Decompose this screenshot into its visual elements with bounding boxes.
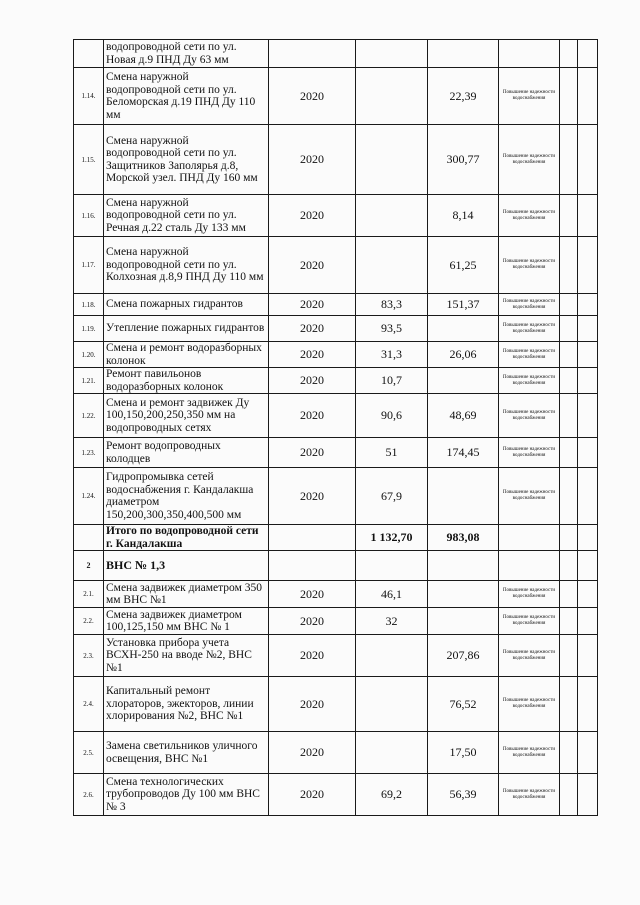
cell-name: Замена светильников уличного освещения, ВНС №1: [104, 732, 269, 774]
cell-year: [269, 525, 356, 551]
cell-year: [269, 40, 356, 68]
cell-v2: 300,77: [428, 125, 499, 195]
cell-v2: 22,39: [428, 68, 499, 125]
cell-year: 2020: [269, 237, 356, 294]
cell-v1: 83,3: [356, 294, 428, 316]
cell-note: Повышение надежности водоснабжения: [499, 468, 560, 525]
cell-name: Смена задвижек диаметром 350 мм ВНС №1: [104, 581, 269, 608]
investment-table: [73, 39, 598, 816]
total-row: [74, 525, 598, 551]
cell-v1: [356, 68, 428, 125]
cell-note: Повышение надежности водоснабжения: [499, 316, 560, 342]
cell-year: [269, 551, 356, 581]
cell-year: 2020: [269, 732, 356, 774]
cell-empty: [560, 125, 578, 195]
cell-empty: [578, 316, 598, 342]
cell-note: Повышение надежности водоснабжения: [499, 237, 560, 294]
cell-num: 2.5.: [74, 732, 104, 774]
cell-year: 2020: [269, 635, 356, 677]
cell-empty: [560, 237, 578, 294]
cell-v1: 46,1: [356, 581, 428, 608]
cell-empty: [560, 581, 578, 608]
cell-note: [499, 40, 560, 68]
cell-note: Повышение надежности водоснабжения: [499, 581, 560, 608]
cell-note: Повышение надежности водоснабжения: [499, 394, 560, 438]
cell-name: водопроводной сети по ул. Новая д.9 ПНД Ду 63 мм: [104, 40, 269, 68]
cell-v2: 207,86: [428, 635, 499, 677]
cell-v2: 48,69: [428, 394, 499, 438]
cell-num: 1.24.: [74, 468, 104, 525]
table-row: [74, 125, 598, 195]
table-row: [74, 40, 598, 68]
cell-num: 2.6.: [74, 774, 104, 816]
table-row: [74, 316, 598, 342]
cell-note: Повышение надежности водоснабжения: [499, 68, 560, 125]
cell-num: 2.1.: [74, 581, 104, 608]
cell-year: 2020: [269, 394, 356, 438]
table-row: [74, 635, 598, 677]
table-row: [74, 732, 598, 774]
cell-v1: 67,9: [356, 468, 428, 525]
cell-name: Итого по водопроводной сети г. Кандалакша: [104, 525, 269, 551]
section-row: [74, 551, 598, 581]
cell-v1: 10,7: [356, 368, 428, 394]
cell-empty: [560, 525, 578, 551]
cell-v2: [428, 581, 499, 608]
table-row: [74, 677, 598, 732]
cell-empty: [578, 368, 598, 394]
cell-note: Повышение надежности водоснабжения: [499, 774, 560, 816]
cell-name: Ремонт водопроводных колодцев: [104, 438, 269, 468]
cell-name: Утепление пожарных гидрантов: [104, 316, 269, 342]
cell-v2: 17,50: [428, 732, 499, 774]
cell-num: 2: [74, 551, 104, 581]
cell-year: 2020: [269, 468, 356, 525]
cell-v2: [428, 551, 499, 581]
cell-v1: 69,2: [356, 774, 428, 816]
cell-v2: 983,08: [428, 525, 499, 551]
cell-empty: [578, 394, 598, 438]
cell-empty: [578, 125, 598, 195]
cell-num: 1.23.: [74, 438, 104, 468]
table-row: [74, 608, 598, 635]
table-row: [74, 581, 598, 608]
cell-v1: [356, 40, 428, 68]
cell-num: 2.3.: [74, 635, 104, 677]
cell-empty: [560, 40, 578, 68]
cell-v1: 51: [356, 438, 428, 468]
cell-num: 1.20.: [74, 342, 104, 368]
cell-note: [499, 525, 560, 551]
cell-empty: [578, 195, 598, 237]
cell-year: 2020: [269, 677, 356, 732]
cell-empty: [560, 608, 578, 635]
cell-name: ВНС № 1,3: [104, 551, 269, 581]
cell-name: Смена наружной водопроводной сети по ул. Речная д.22 сталь Ду 133 мм: [104, 195, 269, 237]
cell-note: Повышение надежности водоснабжения: [499, 195, 560, 237]
cell-name: Смена пожарных гидрантов: [104, 294, 269, 316]
cell-num: 2.2.: [74, 608, 104, 635]
cell-note: Повышение надежности водоснабжения: [499, 125, 560, 195]
cell-num: 1.17.: [74, 237, 104, 294]
cell-v2: 61,25: [428, 237, 499, 294]
cell-year: 2020: [269, 342, 356, 368]
cell-note: Повышение надежности водоснабжения: [499, 677, 560, 732]
table-row: [74, 294, 598, 316]
cell-num: 1.21.: [74, 368, 104, 394]
cell-name: Смена технологических трубопроводов Ду 100 мм ВНС № 3: [104, 774, 269, 816]
cell-name: Смена и ремонт водоразборных колонок: [104, 342, 269, 368]
cell-empty: [560, 342, 578, 368]
cell-empty: [578, 635, 598, 677]
table-row: [74, 394, 598, 438]
cell-v1: [356, 635, 428, 677]
table-row: [74, 342, 598, 368]
cell-empty: [578, 525, 598, 551]
cell-empty: [578, 732, 598, 774]
cell-name: Смена наружной водопроводной сети по ул. Колхозная д.8,9 ПНД Ду 110 мм: [104, 237, 269, 294]
cell-v2: 174,45: [428, 438, 499, 468]
cell-empty: [560, 774, 578, 816]
cell-empty: [560, 438, 578, 468]
cell-num: 1.14.: [74, 68, 104, 125]
cell-name: Смена наружной водопроводной сети по ул. Защитников Заполярья д.8, Морской узел. ПНД Ду 160 мм: [104, 125, 269, 195]
cell-empty: [560, 394, 578, 438]
cell-note: Повышение надежности водоснабжения: [499, 608, 560, 635]
cell-num: 1.15.: [74, 125, 104, 195]
cell-year: 2020: [269, 774, 356, 816]
cell-v2: [428, 40, 499, 68]
cell-empty: [578, 774, 598, 816]
cell-note: Повышение надежности водоснабжения: [499, 294, 560, 316]
cell-empty: [578, 581, 598, 608]
cell-v2: 56,39: [428, 774, 499, 816]
cell-num: 1.22.: [74, 394, 104, 438]
cell-year: 2020: [269, 68, 356, 125]
cell-empty: [578, 294, 598, 316]
cell-year: 2020: [269, 438, 356, 468]
cell-year: 2020: [269, 608, 356, 635]
cell-v1: 1 132,70: [356, 525, 428, 551]
cell-empty: [578, 551, 598, 581]
cell-empty: [560, 368, 578, 394]
cell-v2: 26,06: [428, 342, 499, 368]
cell-v2: 151,37: [428, 294, 499, 316]
cell-note: [499, 551, 560, 581]
cell-name: Смена задвижек диаметром 100,125,150 мм ВНС № 1: [104, 608, 269, 635]
cell-empty: [560, 732, 578, 774]
cell-name: Гидропромывка сетей водоснабжения г. Кандалакша диаметром 150,200,300,350,400,500 мм: [104, 468, 269, 525]
table-row: [74, 195, 598, 237]
table-row: [74, 774, 598, 816]
table-body: [74, 40, 598, 816]
cell-name: Ремонт павильонов водоразборных колонок: [104, 368, 269, 394]
cell-year: 2020: [269, 316, 356, 342]
table-row: [74, 438, 598, 468]
cell-v1: [356, 677, 428, 732]
cell-empty: [578, 40, 598, 68]
cell-empty: [578, 438, 598, 468]
cell-year: 2020: [269, 195, 356, 237]
cell-v2: 8,14: [428, 195, 499, 237]
cell-name: Установка прибора учета ВСХН-250 на вводе №2, ВНС №1: [104, 635, 269, 677]
cell-empty: [560, 195, 578, 237]
table-row: [74, 237, 598, 294]
cell-v1: [356, 195, 428, 237]
table-row: [74, 68, 598, 125]
cell-empty: [578, 342, 598, 368]
cell-empty: [578, 68, 598, 125]
cell-name: Капитальный ремонт хлораторов, эжекторов, линии хлорирования №2, ВНС №1: [104, 677, 269, 732]
cell-v2: [428, 368, 499, 394]
cell-v2: [428, 608, 499, 635]
cell-empty: [578, 468, 598, 525]
table-row: [74, 468, 598, 525]
cell-empty: [560, 635, 578, 677]
cell-name: Смена и ремонт задвижек Ду 100,150,200,250,350 мм на водопроводных сетях: [104, 394, 269, 438]
cell-note: Повышение надежности водоснабжения: [499, 732, 560, 774]
cell-v1: 31,3: [356, 342, 428, 368]
cell-empty: [578, 677, 598, 732]
cell-num: [74, 525, 104, 551]
cell-empty: [560, 68, 578, 125]
cell-year: 2020: [269, 368, 356, 394]
cell-year: 2020: [269, 581, 356, 608]
cell-empty: [560, 551, 578, 581]
cell-note: Повышение надежности водоснабжения: [499, 342, 560, 368]
cell-empty: [560, 316, 578, 342]
cell-v1: 32: [356, 608, 428, 635]
cell-num: 2.4.: [74, 677, 104, 732]
cell-v1: [356, 237, 428, 294]
cell-empty: [560, 468, 578, 525]
cell-v2: 76,52: [428, 677, 499, 732]
cell-num: 1.19.: [74, 316, 104, 342]
cell-v2: [428, 468, 499, 525]
cell-note: Повышение надежности водоснабжения: [499, 635, 560, 677]
cell-name: Смена наружной водопроводной сети по ул. Беломорская д.19 ПНД Ду 110 мм: [104, 68, 269, 125]
cell-v1: 90,6: [356, 394, 428, 438]
cell-empty: [560, 294, 578, 316]
table-row: [74, 368, 598, 394]
cell-num: 1.18.: [74, 294, 104, 316]
cell-v1: [356, 551, 428, 581]
cell-note: Повышение надежности водоснабжения: [499, 438, 560, 468]
cell-v1: 93,5: [356, 316, 428, 342]
cell-num: [74, 40, 104, 68]
cell-num: 1.16.: [74, 195, 104, 237]
cell-year: 2020: [269, 294, 356, 316]
cell-year: 2020: [269, 125, 356, 195]
cell-note: Повышение надежности водоснабжения: [499, 368, 560, 394]
cell-empty: [578, 237, 598, 294]
cell-empty: [560, 677, 578, 732]
cell-v1: [356, 125, 428, 195]
cell-empty: [578, 608, 598, 635]
cell-v2: [428, 316, 499, 342]
cell-v1: [356, 732, 428, 774]
